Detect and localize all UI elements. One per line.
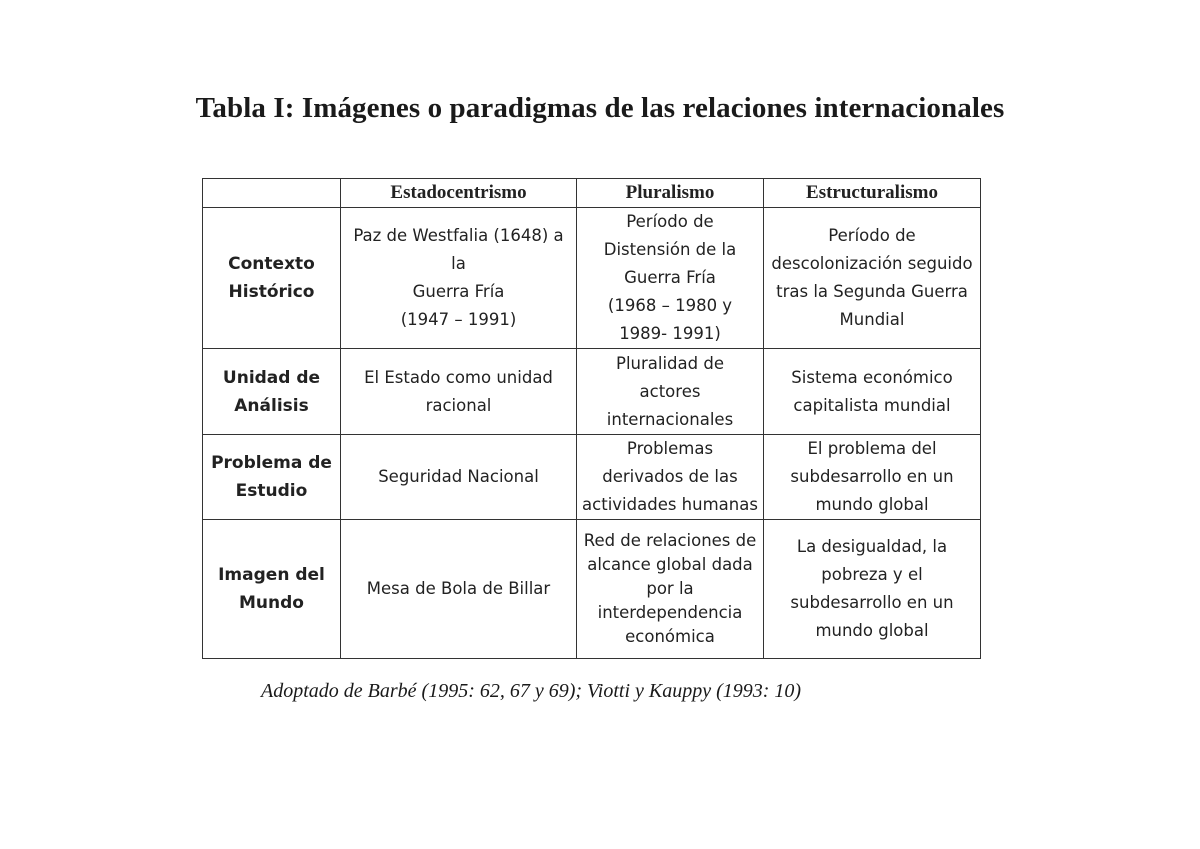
header-pluralismo: Pluralismo bbox=[577, 179, 764, 208]
row-label-problema-de-estudio: Problema de Estudio bbox=[203, 435, 341, 520]
table-row bbox=[203, 208, 981, 349]
source-citation: Adoptado de Barbé (1995: 62, 67 y 69); Viotti y Kauppy (1993: 10) bbox=[261, 680, 802, 702]
table-header-row bbox=[203, 179, 981, 208]
cell-estadocentrismo-unidad: El Estado como unidad racional bbox=[341, 349, 577, 435]
header-empty-cell bbox=[203, 179, 341, 208]
table-row bbox=[203, 520, 981, 659]
page-title: Tabla I: Imágenes o paradigmas de las relaciones internacionales bbox=[195, 92, 1005, 124]
cell-pluralismo-unidad: Pluralidad de actores internacionales bbox=[577, 349, 764, 435]
row-label-imagen-del-mundo: Imagen del Mundo bbox=[203, 520, 341, 659]
cell-estructuralismo-problema: El problema del subdesarrollo en un mundo global bbox=[764, 435, 981, 520]
cell-estadocentrismo-contexto: Paz de Westfalia (1648) a la Guerra Fría (1947 – 1991) bbox=[341, 208, 577, 349]
row-label-unidad-de-analisis: Unidad de Análisis bbox=[203, 349, 341, 435]
table-row bbox=[203, 435, 981, 520]
header-estructuralismo: Estructuralismo bbox=[764, 179, 981, 208]
cell-pluralismo-imagen: Red de relaciones de alcance global dada por la interdependencia económica bbox=[577, 520, 764, 659]
cell-estadocentrismo-imagen: Mesa de Bola de Billar bbox=[341, 520, 577, 659]
cell-pluralismo-problema: Problemas derivados de las actividades humanas bbox=[577, 435, 764, 520]
header-estadocentrismo: Estadocentrismo bbox=[341, 179, 577, 208]
cell-estructuralismo-unidad: Sistema económico capitalista mundial bbox=[764, 349, 981, 435]
paradigms-table bbox=[202, 178, 981, 659]
row-label-contexto-historico: Contexto Histórico bbox=[203, 208, 341, 349]
cell-estadocentrismo-problema: Seguridad Nacional bbox=[341, 435, 577, 520]
cell-estructuralismo-imagen: La desigualdad, la pobreza y el subdesarrollo en un mundo global bbox=[764, 520, 981, 659]
table-row bbox=[203, 349, 981, 435]
cell-estructuralismo-contexto: Período de descolonización seguido tras la Segunda Guerra Mundial bbox=[764, 208, 981, 349]
cell-pluralismo-contexto: Período de Distensión de la Guerra Fría (1968 – 1980 y 1989- 1991) bbox=[577, 208, 764, 349]
